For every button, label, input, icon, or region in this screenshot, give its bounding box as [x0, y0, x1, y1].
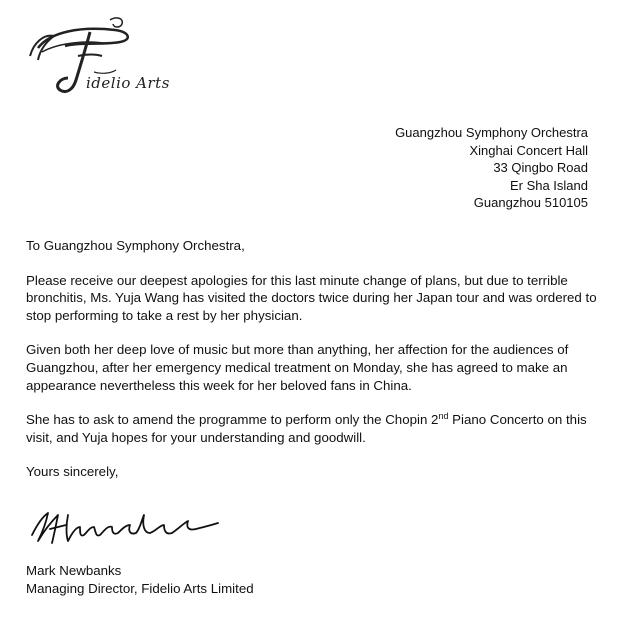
address-line: Guangzhou 510105 — [473, 195, 588, 210]
logo-text: idelio Arts — [86, 74, 170, 92]
signatory-block — [26, 562, 254, 598]
salutation: To Guangzhou Symphony Orchestra, — [26, 238, 245, 253]
address-line: Er Sha Island — [509, 177, 588, 193]
handwritten-signature — [26, 505, 226, 550]
paragraph-programme — [26, 411, 601, 446]
closing: Yours sincerely, — [26, 464, 119, 480]
letter-body — [26, 237, 601, 481]
paragraph-apology: Please receive our deepest apologies for this last minute change of plans, but due to terrible bronchitis, Ms. Yuja Wang has visited the doctors twice during her Japan tour and was ordered to stop performing to take a rest by her physician. — [26, 272, 597, 323]
recipient-address — [395, 124, 588, 212]
address-line: Xinghai Concert Hall — [469, 142, 588, 158]
programme-text-after: Piano Concerto on this visit, and Yuja hopes for your understanding and goodwill. — [26, 412, 587, 445]
address-line: 33 Qingbo Road — [493, 160, 588, 175]
address-line: Guangzhou Symphony Orchestra — [395, 125, 588, 140]
paragraph-appearance: Given both her deep love of music but more than anything, her affection for the audiences of Guangzhou, after her emergency medical treatment on Monday, she has agreed to make an appearance nevertheless this week for her beloved fans in China. — [26, 342, 569, 393]
signature-icon — [26, 505, 226, 550]
ordinal-superscript: nd — [438, 411, 449, 422]
programme-text-before: She has to ask to amend the programme to perform only the Chopin 2 — [26, 412, 439, 428]
signatory-name: Mark Newbanks — [26, 563, 122, 578]
signatory-title: Managing Director, Fidelio Arts Limited — [26, 581, 254, 596]
